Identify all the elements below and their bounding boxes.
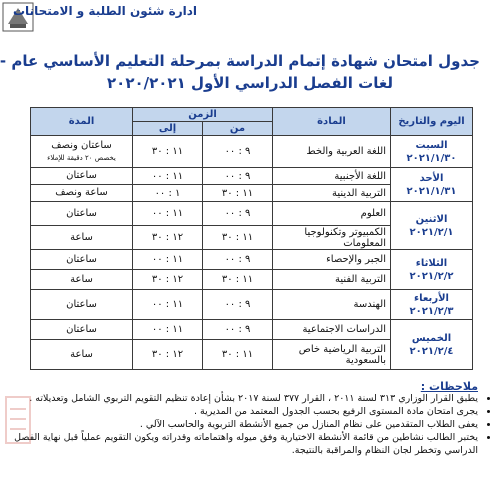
org-name: ادارة شئون الطلبة و الامتحانات [13,4,197,18]
table-row [31,202,473,226]
note-item: • يطبق القرار الوزاري ٣١٣ لسنة ٢٠١١ ، القرار ٣٧٧ لسنة ٢٠١٧ بشأن إعادة تنظيم التقويم التربوي الشامل وتعديلاته . [8,392,478,405]
notes-title: ملاحظات : [420,380,478,393]
day-cell [391,168,473,202]
subject-cell: الكمبيوتر وتكنولوجيا المعلومات [273,226,391,250]
day-cell [391,290,473,320]
day-name: الأربعاء [414,292,449,304]
title-line-1: جدول امتحان شهادة إتمام الدراسة بمرحلة التعليم الأساسي عام - [0,52,480,70]
subject-cell: اللغة الأجنبية [273,168,391,185]
duration-text: ساعتان ونصف [51,139,112,151]
to-cell: ١ : ٠٠ [133,185,203,202]
header-duration: المدة [31,108,133,136]
subject-cell: العلوم [273,202,391,226]
to-cell: ١١ : ٠٠ [133,290,203,320]
table-row [31,168,473,185]
table-row [31,250,473,270]
to-cell: ١٢ : ٣٠ [133,340,203,370]
watermark-stamp-icon [4,395,32,445]
header-from: من [203,122,273,136]
duration-cell: ساعتان [31,250,133,270]
duration-cell [31,136,133,168]
day-date: ٢٠٢١/٢/٣ [409,305,454,317]
duration-note: يخصص ٢٠ دقيقة للإملاء [47,153,116,162]
from-cell: ٩ : ٠٠ [203,320,273,340]
duration-cell: ساعة ونصف [31,185,133,202]
day-name: السبت [415,139,448,151]
subject-cell: التربية الفنية [273,270,391,290]
day-date: ٢٠٢١/١/٣٠ [406,152,457,164]
from-cell: ١١ : ٣٠ [203,226,273,250]
duration-cell: ساعتان [31,168,133,185]
day-cell [391,320,473,370]
subject-cell: التربية الدينية [273,185,391,202]
day-date: ٢٠٢١/٢/١ [409,226,454,238]
duration-cell: ساعتان [31,290,133,320]
day-cell [391,250,473,290]
note-item: • يعفى الطلاب المتقدمين على نظام المنازل من جميع الأنشطة التربوية والحاسب الآلي . [8,418,478,431]
duration-cell: ساعة [31,226,133,250]
from-cell: ٩ : ٠٠ [203,136,273,168]
from-cell: ٩ : ٠٠ [203,290,273,320]
letterhead [0,0,500,34]
duration-cell: ساعة [31,340,133,370]
header-subject: المادة [273,108,391,136]
header-day: اليوم والتاريخ [391,108,473,136]
note-item: • يجرى امتحان مادة المستوى الرفيع بحسب الجدول المعتمد من المديرية . [8,405,478,418]
to-cell: ١١ : ٠٠ [133,250,203,270]
header-time: الزمن [133,108,273,122]
title-line-2: لغات الفصل الدراسي الأول ٢٠٢٠/٢٠٢١ [107,74,393,92]
from-cell: ٩ : ٠٠ [203,250,273,270]
day-name: الأحد [419,172,444,184]
table-row [31,136,473,168]
from-cell: ٩ : ٠٠ [203,168,273,185]
exam-table [30,107,473,370]
day-date: ٢٠٢١/٢/٤ [409,345,454,357]
subject-cell: التربية الرياضية خاص بالسعودية [273,340,391,370]
header-to: إلى [133,122,203,136]
subject-cell: الدراسات الاجتماعية [273,320,391,340]
to-cell: ١٢ : ٣٠ [133,226,203,250]
to-cell: ١١ : ٠٠ [133,202,203,226]
day-cell [391,202,473,250]
to-cell: ١١ : ٠٠ [133,168,203,185]
from-cell: ٩ : ٠٠ [203,202,273,226]
to-cell: ١٢ : ٣٠ [133,270,203,290]
subject-cell: الجبر والإحصاء [273,250,391,270]
to-cell: ١١ : ٣٠ [133,136,203,168]
to-cell: ١١ : ٠٠ [133,320,203,340]
day-name: الاثنين [415,213,448,225]
note-item: • يختبر الطالب نشاطين من قائمة الأنشطة الاختيارية وفق ميوله واهتماماته وقدراته ويكون التقويم عملياً قبل نهاية الفصل الدراسي وتخطر لجان النظام والمراقبة بالنتيجة. [8,431,478,457]
notes-list [8,392,490,457]
from-cell: ١١ : ٣٠ [203,185,273,202]
day-cell [391,136,473,168]
page-title [0,50,480,94]
day-name: الخميس [411,332,452,344]
subject-cell: اللغة العربية والخط [273,136,391,168]
day-name: الثلاثاء [415,257,448,269]
table-row [31,320,473,340]
duration-cell: ساعتان [31,202,133,226]
subject-cell: الهندسة [273,290,391,320]
duration-cell: ساعة [31,270,133,290]
from-cell: ١١ : ٣٠ [203,340,273,370]
day-date: ٢٠٢١/٢/٢ [409,270,454,282]
table-row [31,290,473,320]
duration-cell: ساعتان [31,320,133,340]
from-cell: ١١ : ٣٠ [203,270,273,290]
day-date: ٢٠٢١/١/٣١ [406,185,457,197]
